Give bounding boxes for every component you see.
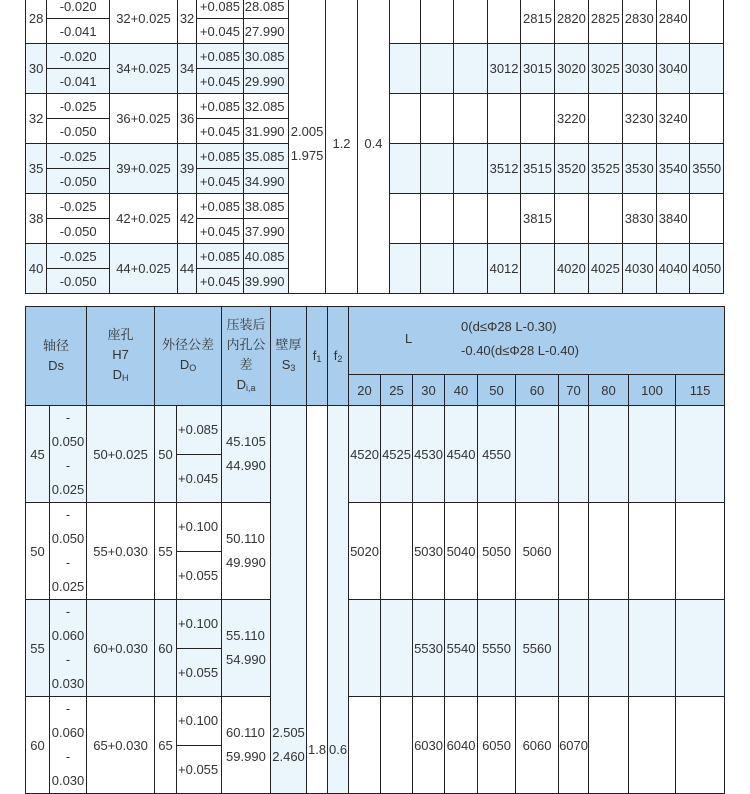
outer-tolerance-lower: +0.045 — [197, 219, 244, 244]
shaft-diameter-cell: 28 — [26, 0, 47, 44]
length-cell — [454, 194, 487, 244]
housing-bore-cell: 34+0.025 — [110, 44, 178, 94]
shaft-diameter-cell: 45 — [26, 406, 50, 503]
f1-cell: 1.2 — [325, 0, 357, 294]
length-cell: 3840 — [656, 194, 689, 244]
length-cell — [521, 94, 554, 144]
outer-tolerance-lower: +0.055 — [177, 745, 222, 794]
inner-bore-cell: 60.110 59.990 — [222, 697, 271, 794]
length-cell: 5550 — [478, 600, 516, 697]
length-cell: 4525 — [381, 406, 413, 503]
length-cell — [454, 144, 487, 194]
outer-diameter-cell: 34 — [177, 44, 196, 94]
length-cell: 2825 — [589, 0, 622, 44]
f2-cell: 0.6 — [328, 406, 349, 794]
length-cell: 2820 — [554, 0, 588, 44]
inner-bore-lower: 37.990 — [243, 219, 289, 244]
table-row — [26, 600, 725, 649]
length-cell: 6030 — [413, 697, 445, 794]
inner-bore-lower: 29.990 — [243, 69, 289, 94]
length-cell: 5560 — [516, 600, 559, 697]
length-cell: 5540 — [445, 600, 478, 697]
length-cell: 5060 — [516, 503, 559, 600]
outer-tolerance-upper: +0.100 — [177, 697, 222, 746]
inner-bore-upper: 35.085 — [243, 144, 289, 169]
length-cell — [454, 0, 487, 44]
outer-tolerance-lower: +0.055 — [177, 648, 222, 697]
length-column-header: 25 — [381, 375, 413, 406]
length-cell — [421, 44, 454, 94]
length-cell — [389, 194, 420, 244]
length-cell — [629, 600, 676, 697]
length-cell — [349, 697, 381, 794]
outer-diameter-cell: 42 — [177, 194, 196, 244]
shaft-diameter-cell: 60 — [26, 697, 50, 794]
length-cell: 3020 — [554, 44, 588, 94]
wall-thickness-cell: 2.005 1.975 — [289, 0, 325, 294]
inner-bore-lower: 39.990 — [243, 269, 289, 294]
length-cell: 3512 — [487, 144, 520, 194]
length-column-header: 50 — [478, 375, 516, 406]
length-cell: 4540 — [445, 406, 478, 503]
header-length-note-2: -0.40(d≤Φ28 L-0.40) — [461, 343, 579, 358]
shaft-tolerance-upper: -0.025 — [47, 194, 110, 219]
length-cell: 6070 — [559, 697, 589, 794]
length-cell: 5050 — [478, 503, 516, 600]
length-cell: 4020 — [554, 244, 588, 294]
length-cell: 2815 — [521, 0, 554, 44]
outer-tolerance-upper: +0.085 — [197, 194, 244, 219]
length-cell — [521, 244, 554, 294]
outer-tolerance-upper: +0.100 — [177, 503, 222, 552]
length-cell — [676, 697, 725, 794]
housing-bore-cell: 65+0.030 — [87, 697, 155, 794]
inner-bore-upper: 28.085 — [243, 0, 289, 19]
length-cell: 3515 — [521, 144, 554, 194]
outer-tolerance-upper: +0.100 — [177, 600, 222, 649]
outer-tolerance-upper: +0.085 — [197, 44, 244, 69]
header-length — [349, 307, 725, 375]
length-cell — [421, 0, 454, 44]
housing-bore-cell: 32+0.025 — [110, 0, 178, 44]
header-wall-thickness: 壁厚 $S_3$ — [271, 307, 307, 406]
length-cell: 3240 — [656, 94, 689, 144]
inner-bore-lower: 31.990 — [243, 119, 289, 144]
length-cell: 4520 — [349, 406, 381, 503]
shaft-diameter-cell: 55 — [26, 600, 50, 697]
outer-tolerance-lower: +0.045 — [197, 119, 244, 144]
table-row — [26, 406, 725, 455]
length-cell: 2830 — [622, 0, 656, 44]
inner-bore-upper: 30.085 — [243, 44, 289, 69]
shaft-diameter-cell: 50 — [26, 503, 50, 600]
outer-diameter-cell: 60 — [155, 600, 177, 697]
outer-tolerance-lower: +0.055 — [177, 551, 222, 600]
length-cell — [349, 600, 381, 697]
shaft-diameter-cell: 35 — [26, 144, 47, 194]
length-cell — [690, 194, 724, 244]
length-cell — [676, 600, 725, 697]
length-column-header: 40 — [445, 375, 478, 406]
shaft-diameter-cell: 38 — [26, 194, 47, 244]
outer-tolerance-lower: +0.045 — [197, 19, 244, 44]
outer-diameter-cell: 36 — [177, 94, 196, 144]
outer-diameter-cell: 44 — [177, 244, 196, 294]
header-inner-bore-tolerance: 压装后 内孔公 差 $D_{i,a}$ — [222, 307, 271, 406]
length-cell: 3530 — [622, 144, 656, 194]
length-column-header: 80 — [589, 375, 629, 406]
shaft-tolerance-cell: - 0.050 - 0.025 — [50, 503, 87, 600]
shaft-diameter-cell: 30 — [26, 44, 47, 94]
shaft-tolerance-cell: - 0.050 - 0.025 — [50, 406, 87, 503]
length-cell: 4030 — [622, 244, 656, 294]
inner-bore-lower: 34.990 — [243, 169, 289, 194]
length-cell: 6050 — [478, 697, 516, 794]
shaft-tolerance-upper: -0.025 — [47, 244, 110, 269]
length-cell — [454, 94, 487, 144]
length-cell — [554, 194, 588, 244]
length-cell: 3040 — [656, 44, 689, 94]
outer-diameter-cell: 39 — [177, 144, 196, 194]
length-cell: 3220 — [554, 94, 588, 144]
length-cell: 4040 — [656, 244, 689, 294]
length-cell — [454, 244, 487, 294]
length-cell — [381, 600, 413, 697]
length-cell — [690, 44, 724, 94]
header-housing-bore: 座孔 H7 $D_H$ — [87, 307, 155, 406]
shaft-diameter-cell: 40 — [26, 244, 47, 294]
length-cell: 3540 — [656, 144, 689, 194]
shaft-tolerance-lower: -0.050 — [47, 219, 110, 244]
f2-cell: 0.4 — [358, 0, 389, 294]
shaft-diameter-cell: 32 — [26, 94, 47, 144]
length-cell — [389, 44, 420, 94]
length-cell: 3815 — [521, 194, 554, 244]
housing-bore-cell: 44+0.025 — [110, 244, 178, 294]
housing-bore-cell: 50+0.025 — [87, 406, 155, 503]
header-shaft-diameter: 轴径 Ds — [26, 307, 87, 406]
length-cell — [629, 697, 676, 794]
outer-tolerance-lower: +0.045 — [197, 169, 244, 194]
length-column-header: 100 — [629, 375, 676, 406]
length-cell: 4530 — [413, 406, 445, 503]
length-cell — [559, 503, 589, 600]
shaft-tolerance-lower: -0.050 — [47, 119, 110, 144]
outer-tolerance-lower: +0.045 — [197, 269, 244, 294]
length-column-header: 115 — [676, 375, 725, 406]
length-cell: 4025 — [589, 244, 622, 294]
length-cell — [676, 503, 725, 600]
wall-thickness-cell: 2.505 2.460 — [271, 406, 307, 794]
shaft-tolerance-cell: - 0.060 - 0.030 — [50, 600, 87, 697]
length-cell — [589, 94, 622, 144]
shaft-tolerance-lower: -0.041 — [47, 19, 110, 44]
housing-bore-cell: 55+0.030 — [87, 503, 155, 600]
length-cell — [589, 194, 622, 244]
outer-tolerance-lower: +0.045 — [197, 69, 244, 94]
length-cell: 3230 — [622, 94, 656, 144]
inner-bore-cell: 45.105 44.990 — [222, 406, 271, 503]
shaft-tolerance-lower: -0.050 — [47, 169, 110, 194]
length-cell: 3830 — [622, 194, 656, 244]
inner-bore-lower: 27.990 — [243, 19, 289, 44]
shaft-tolerance-upper: -0.020 — [47, 0, 110, 19]
shaft-tolerance-cell: - 0.060 - 0.030 — [50, 697, 87, 794]
length-cell: 4050 — [690, 244, 724, 294]
outer-tolerance-upper: +0.085 — [177, 406, 222, 455]
length-cell: 5040 — [445, 503, 478, 600]
length-cell — [690, 94, 724, 144]
housing-bore-cell: 36+0.025 — [110, 94, 178, 144]
table-row — [26, 697, 725, 746]
outer-tolerance-lower: +0.045 — [177, 454, 222, 503]
length-cell: 4550 — [478, 406, 516, 503]
length-column-header: 30 — [413, 375, 445, 406]
dimension-table-lower — [25, 306, 725, 794]
length-cell — [389, 94, 420, 144]
length-cell: 4012 — [487, 244, 520, 294]
length-cell: 5020 — [349, 503, 381, 600]
length-cell: 6040 — [445, 697, 478, 794]
length-cell — [389, 0, 420, 44]
outer-diameter-cell: 32 — [177, 0, 196, 44]
shaft-tolerance-lower: -0.050 — [47, 269, 110, 294]
inner-bore-cell: 50.110 49.990 — [222, 503, 271, 600]
outer-tolerance-upper: +0.085 — [197, 94, 244, 119]
table-row — [26, 503, 725, 552]
outer-tolerance-upper: +0.085 — [197, 144, 244, 169]
length-cell: 2840 — [656, 0, 689, 44]
shaft-tolerance-upper: -0.020 — [47, 44, 110, 69]
length-cell — [589, 600, 629, 697]
length-cell — [690, 0, 724, 44]
length-cell: 3525 — [589, 144, 622, 194]
inner-bore-upper: 32.085 — [243, 94, 289, 119]
housing-bore-cell: 39+0.025 — [110, 144, 178, 194]
header-length-label: L — [405, 331, 413, 346]
length-cell: 6060 — [516, 697, 559, 794]
length-cell — [421, 194, 454, 244]
outer-diameter-cell: 65 — [155, 697, 177, 794]
outer-tolerance-upper: +0.085 — [197, 244, 244, 269]
length-cell — [487, 194, 520, 244]
length-cell — [389, 244, 420, 294]
length-cell: 3012 — [487, 44, 520, 94]
length-cell — [589, 697, 629, 794]
length-cell — [589, 503, 629, 600]
housing-bore-cell: 60+0.030 — [87, 600, 155, 697]
header-outer-diameter-tolerance: 外径公差 $D_O$ — [155, 307, 222, 406]
length-cell: 5030 — [413, 503, 445, 600]
length-cell — [559, 600, 589, 697]
length-cell — [381, 503, 413, 600]
length-cell — [421, 144, 454, 194]
dimension-table-upper — [25, 0, 724, 294]
length-cell — [676, 406, 725, 503]
length-cell — [589, 406, 629, 503]
length-column-header: 60 — [516, 375, 559, 406]
shaft-tolerance-upper: -0.025 — [47, 94, 110, 119]
shaft-tolerance-lower: -0.041 — [47, 69, 110, 94]
f1-cell: 1.8 — [307, 406, 328, 794]
length-cell — [559, 406, 589, 503]
length-column-header: 70 — [559, 375, 589, 406]
length-cell — [381, 697, 413, 794]
header-f2: $f_2$ — [328, 307, 349, 406]
length-cell: 3550 — [690, 144, 724, 194]
length-cell: 3030 — [622, 44, 656, 94]
length-cell — [487, 0, 520, 44]
header-length-note-1: 0(d≤Φ28 L-0.30) — [461, 319, 557, 334]
length-cell: 3520 — [554, 144, 588, 194]
length-column-header: 20 — [349, 375, 381, 406]
length-cell — [389, 144, 420, 194]
length-cell — [421, 244, 454, 294]
outer-tolerance-upper: +0.085 — [197, 0, 244, 19]
housing-bore-cell: 42+0.025 — [110, 194, 178, 244]
length-cell: 3015 — [521, 44, 554, 94]
shaft-tolerance-upper: -0.025 — [47, 144, 110, 169]
outer-diameter-cell: 50 — [155, 406, 177, 503]
outer-diameter-cell: 55 — [155, 503, 177, 600]
table-row — [26, 0, 724, 19]
length-cell — [421, 94, 454, 144]
inner-bore-upper: 40.085 — [243, 244, 289, 269]
length-cell: 5530 — [413, 600, 445, 697]
length-cell — [487, 94, 520, 144]
length-cell — [629, 406, 676, 503]
inner-bore-cell: 55.110 54.990 — [222, 600, 271, 697]
length-cell — [454, 44, 487, 94]
length-cell — [629, 503, 676, 600]
inner-bore-upper: 38.085 — [243, 194, 289, 219]
length-cell — [516, 406, 559, 503]
header-f1: $f_1$ — [307, 307, 328, 406]
length-cell: 3025 — [589, 44, 622, 94]
